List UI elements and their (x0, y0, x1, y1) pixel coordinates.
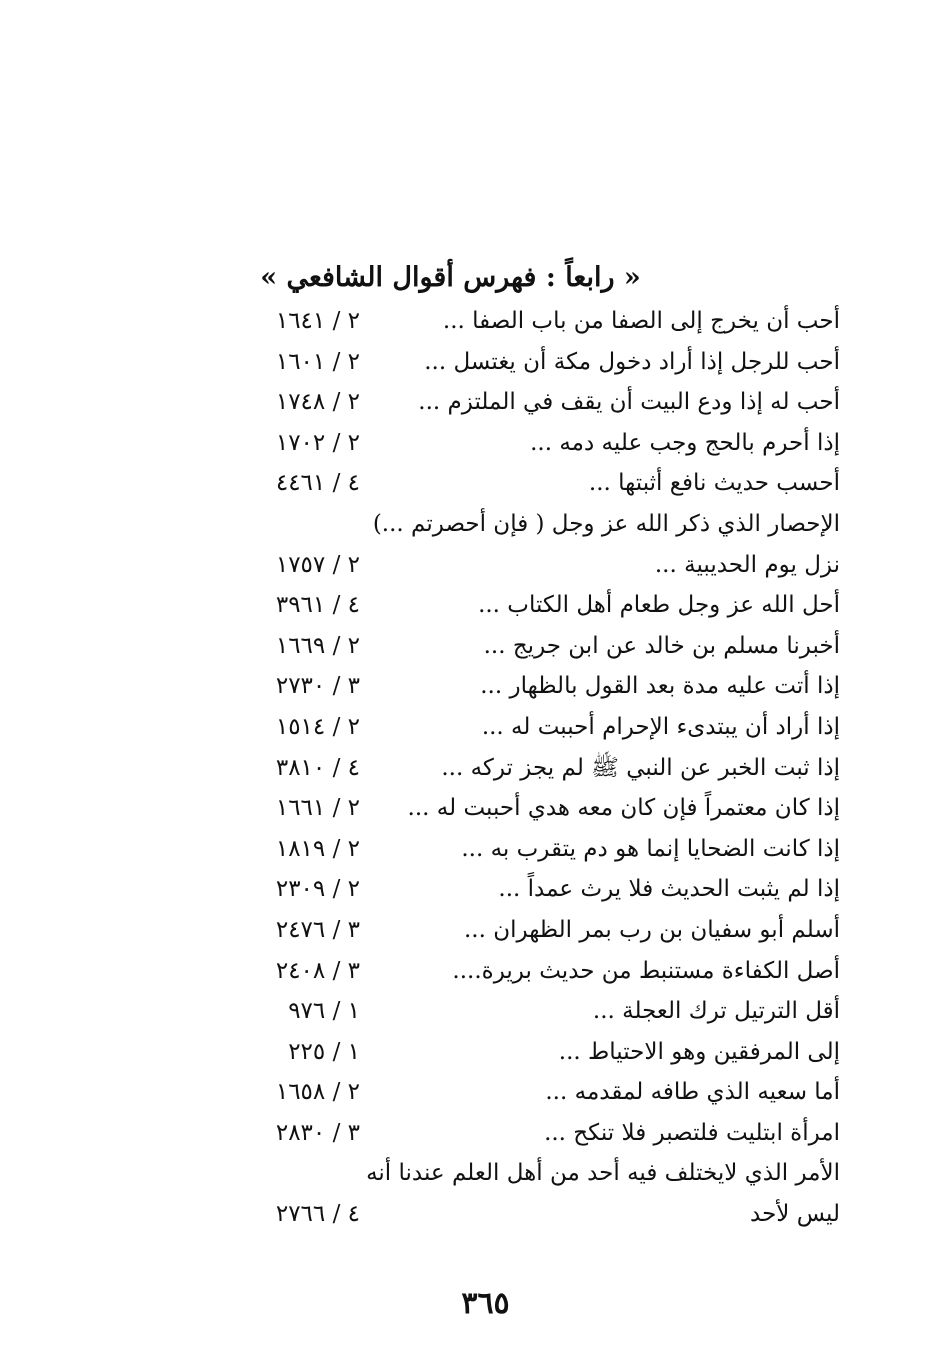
entry-reference: ٢ / ١٦٦١ (275, 795, 360, 822)
entry-reference: ٤ / ٢٧٦٦ (275, 1201, 360, 1228)
entry-text: إذا أراد أن يبتدىء الإحرام أحببت له ... (481, 713, 840, 740)
entry-reference: ٤ / ٣٩٦١ (275, 592, 360, 619)
entry-reference: ٢ / ١٦٦٩ (275, 632, 360, 659)
index-entries-list (250, 302, 840, 1236)
entry-reference: ٤ / ٤٤٦١ (275, 470, 360, 497)
entry-text: إذا كان معتمراً فإن كان معه هدي أحببت له ... (407, 795, 840, 822)
index-entry (250, 383, 840, 424)
entry-text: أما سعيه الذي طافه لمقدمه ... (545, 1079, 840, 1106)
entry-text: إذا أتت عليه مدة بعد القول بالظهار ... (480, 673, 840, 700)
entry-reference: ٣ / ٢٤٠٨ (275, 957, 360, 984)
index-entry (250, 627, 840, 668)
entry-reference: ٣ / ٢٤٧٦ (275, 916, 360, 943)
index-entry (250, 870, 840, 911)
entry-reference: ٤ / ٣٨١٠ (275, 754, 360, 781)
entry-reference: ٢ / ١٧٥٧ (275, 551, 360, 578)
entry-reference: ٣ / ٢٧٣٠ (275, 673, 360, 700)
index-entry (250, 546, 840, 587)
entry-reference: ٢ / ٢٣٠٩ (275, 876, 360, 903)
entry-reference: ٢ / ١٦٤١ (275, 308, 360, 334)
entry-text: أحب أن يخرج إلى الصفا من باب الصفا ... (442, 308, 840, 334)
page-number: ٣٦٥ (461, 1286, 510, 1321)
entry-reference: ٢ / ١٥١٤ (275, 713, 360, 740)
index-entry (250, 343, 840, 384)
entry-text: أخبرنا مسلم بن خالد عن ابن جريج ... (483, 632, 840, 659)
index-entry (250, 1114, 840, 1155)
entry-text: أقل الترتيل ترك العجلة ... (592, 998, 840, 1025)
entry-text: الأمر الذي لايختلف فيه أحد من أهل العلم عندنا أنه (366, 1160, 840, 1187)
index-heading (0, 262, 941, 293)
entry-text: إلى المرفقين وهو الاحتياط ... (558, 1038, 840, 1065)
entry-text: ليس لأحد (750, 1201, 840, 1228)
entry-text: امرأة ابتليت فلتصبر فلا تنكح ... (544, 1119, 840, 1146)
entry-text: أسلم أبو سفيان بن رب بمر الظهران ... (463, 916, 840, 943)
index-entry (250, 424, 840, 465)
index-entry (250, 789, 840, 830)
index-entry (250, 586, 840, 627)
index-entry (250, 992, 840, 1033)
entry-reference: ٣ / ٢٨٣٠ (275, 1119, 360, 1146)
index-entry (250, 1154, 840, 1195)
entry-reference: ٢ / ١٦٠١ (275, 348, 360, 375)
entry-text: أحب له إذا ودع البيت أن يقف في الملتزم ... (418, 389, 840, 416)
entry-text: أحل الله عز وجل طعام أهل الكتاب ... (478, 592, 840, 619)
index-entry (250, 505, 840, 546)
entry-text: أحسب حديث نافع أثبتها ... (588, 470, 840, 497)
entry-text: أصل الكفاءة مستنبط من حديث بريرة.... (452, 957, 840, 984)
entry-text: إذا ثبت الخبر عن النبي ﷺ لم يجز تركه ... (441, 754, 840, 781)
index-heading-text: « رابعاً : فهرس أقوال الشافعي » (260, 262, 641, 293)
index-entry (250, 464, 840, 505)
entry-text: إذا أحرم بالحج وجب عليه دمه ... (530, 429, 840, 456)
index-entry (250, 1033, 840, 1074)
entry-reference: ١ / ٩٧٦ (288, 998, 360, 1025)
entry-reference: ١ / ٢٢٥ (288, 1038, 360, 1065)
entry-text: الإحصار الذي ذكر الله عز وجل ( فإن أحصرتم ...) (372, 510, 840, 537)
entry-reference: ٢ / ١٧٠٢ (275, 429, 360, 456)
index-entry (250, 1073, 840, 1114)
entry-reference: ٢ / ١٧٤٨ (275, 389, 360, 416)
entry-reference: ٢ / ١٦٥٨ (275, 1079, 360, 1106)
entry-text: إذا كانت الضحايا إنما هو دم يتقرب به ... (461, 835, 840, 862)
index-entry (250, 667, 840, 708)
entry-text: أحب للرجل إذا أراد دخول مكة أن يغتسل ... (424, 348, 840, 375)
entry-text: إذا لم يثبت الحديث فلا يرث عمداً ... (498, 876, 840, 903)
index-entry (250, 952, 840, 993)
index-entry (250, 708, 840, 749)
entry-text: نزل يوم الحديبية ... (654, 551, 840, 578)
index-entry (250, 749, 840, 790)
index-entry (250, 911, 840, 952)
index-entry (250, 830, 840, 871)
index-entry (250, 1195, 840, 1236)
entry-reference: ٢ / ١٨١٩ (275, 835, 360, 862)
index-entry (250, 302, 840, 343)
